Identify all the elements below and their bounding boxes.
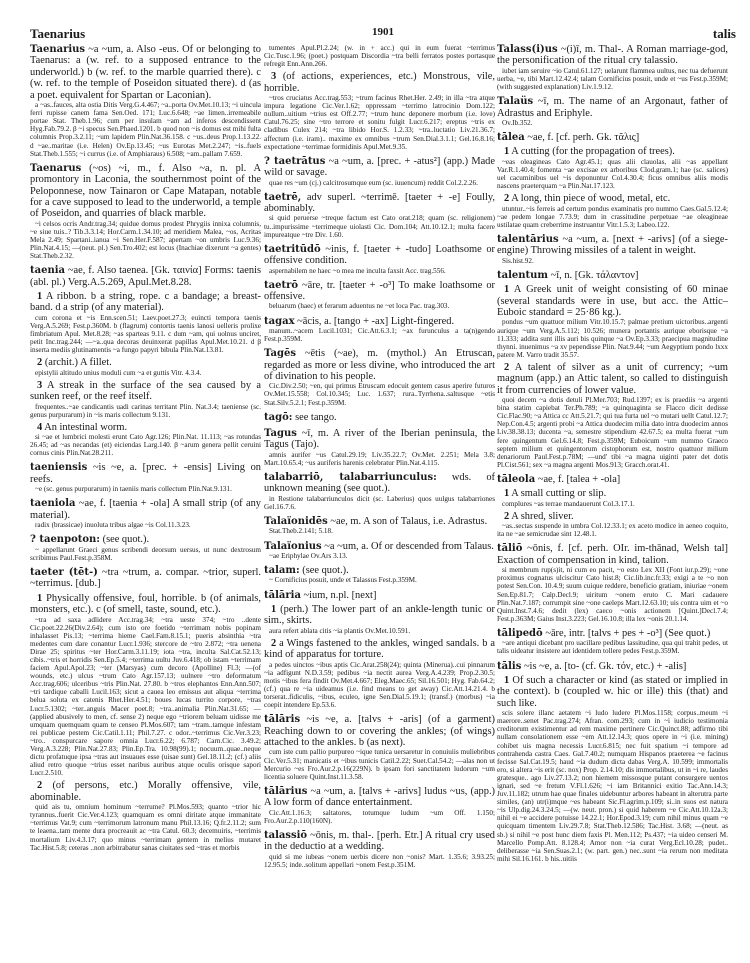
entry-definition-line [264, 156, 495, 179]
sense-citations: frequentes..~ae candicantis uadi carinas territant Plin. Nat.3.4; taeniense (sc. genus purpurarum) in ~is maris collectum 9.131. [30, 402, 261, 419]
entry-definition: ~ae, f. Also taenea. [Gk. ταινία] Forms: taenis (abl. pl.) Verg.A.5.269, Apul.Met.8.28. [30, 265, 261, 288]
sense-definition [497, 284, 728, 318]
sense-text: Of such a character or kind (as stated or implied in the context). b (coupled w. hic or ille) this (that) and such like. [497, 674, 728, 709]
entry-definition-line [497, 44, 728, 67]
entry-headword: talam: [264, 565, 300, 577]
sense-text: (of persons, etc.) Morally offensive, vile, abominable. [30, 780, 261, 803]
dictionary-entry [497, 132, 728, 229]
entry-definition-line [264, 280, 495, 303]
entry-definition: ~a ~um, a. Also -eus. Of or belonging to Taenarus: a (w. ref. to a supposed entrance to the underworld.) b (w. ref. to the marble quarried there). c (w. ref. to the temple of Poseidon situated there). d (as a poet. equivalent for Spartan or Laconian). [30, 44, 261, 101]
entry-definition-line [264, 412, 495, 423]
entry-definition-line [264, 565, 495, 576]
entry-headword: Tagēs [264, 348, 296, 360]
sense-text: A streak in the surface of the sea caused by a sunken reef, or the reef itself. [30, 379, 261, 403]
right-guideword: talis [712, 26, 736, 41]
sense-definition [30, 291, 261, 314]
entry-definition-line [264, 516, 495, 527]
dictionary-entry [497, 543, 728, 622]
entry-definition-line [497, 661, 728, 672]
entry-definition: ~ae, f. [cf. perh. Gk. τᾶλις] [527, 132, 640, 143]
entry-definition-line [497, 270, 728, 281]
entry-headword: talassiō [264, 829, 308, 841]
sense-citations: complures ~as terrae mandauerunt Col.3.17.1. [502, 499, 635, 508]
sense-text: Physically offensive, foul, horrible. b (of animals, monsters, etc.). c (of smell, taste, sound, etc.). [30, 592, 261, 616]
entry-definition: see tango. [295, 411, 337, 423]
entry-citations: tumentes Apul.Pl.2.24; (w. in + acc.) qui in eum fuerat ~terrimus Cic.Tusc.1.96; (poet.) postquam Discordia ~tra belli ferratos postes portasque refregit Enn.Ann.266. [264, 44, 495, 69]
entry-headword: taenia [30, 265, 66, 277]
sense-number: 1 [37, 291, 43, 302]
entry-headword: taetrē, [264, 191, 302, 203]
dictionary-entry [497, 628, 728, 656]
sense-citations: quoi decem ~a dotis detuli Pl.Mer.703; Rud.1397; ex is praediis ~a argenti bina statim capiebat Ter.Ph.789; ~a quinquaginta se Flacco dicit dedisse Cic.Flac.90; ~a Attica cc Att.5.21.7; qui tua furta uel ~o mutari uellt Catul.12.7; Nep.Con.4.5; argenti probi ~a Attica duodecim milia dato intra duodecim annos Liv.38.38.13; ducenta ~a, semestre stipendium 42.67.5; ea multa fuerat ~um fere quingentum Gel.6.14.8; Fest.p.359M; Euboicum ~um nummo Graeco septem milium et quingentorum cistophorum est, nostro quattuor milium denariorum Paul.Fest.p.78M; —und' tibi ~a magna uiginti pater det dotis Pl.Cist.561; sex ~a magna argenti Mos.913; Gracch.orat.41. [497, 396, 728, 469]
entry-definition: adv superl. ~terrimē. [taeter + -e] Foully, abominably. [264, 191, 495, 215]
entry-citations: Sis.hist.92. [502, 256, 534, 265]
entry-definition: ~a ~um, a. [next + -arivs] (of a siege-engine) Throwing missiles of a talent in weight. [497, 233, 728, 257]
sense-definition [497, 362, 728, 396]
entry-citations: aspernabilem ne haec ~o mea me inculta faxsit Acc. trag.556. [269, 266, 446, 275]
entry-definition: ~āre, intr. [talvs + pes + -o³] (See quot.) [545, 627, 711, 639]
sense-citations: aura refert ablata citis ~ia plantis Ov.Met.10.591. [269, 626, 411, 635]
entry-headword: Talaüs [497, 96, 534, 108]
entry-headword: tagax [264, 315, 295, 327]
entry-citations: Ov.Ib.352. [502, 118, 533, 127]
entry-definition-line [497, 628, 728, 639]
entry-definition-line [30, 567, 261, 590]
dictionary-entry [497, 661, 728, 863]
entry-definition-line [30, 462, 261, 485]
entry-definition: ~ācis, a. [tango + -ax] Light-fingered. [297, 315, 455, 327]
entry-definition: ~a ~um, a. [prec. + -atus²] (app.) Made wild or savage. [264, 155, 495, 179]
entry-definition: ~ae, m. A son of Talaus, i.e. Adrastus. [330, 516, 488, 528]
entry-headword: talabarriō, talabarriunculus: [264, 472, 437, 484]
column-2 [264, 44, 495, 954]
sense-definition [264, 71, 495, 94]
entry-headword: talentum [497, 269, 549, 281]
sense-text: a Wings fastened to the ankles, winged sandals. b a kind of apparatus for torture. [264, 637, 495, 661]
sense-definition [30, 380, 261, 403]
entry-definition-line [30, 534, 261, 545]
sense-text: (perh.) The lower part of an ankle-length tunic or sim., skirts. [264, 603, 495, 627]
entry-definition: ~ī, m. The name of an Argonaut, father of Adrastus and Eriphyle. [497, 96, 728, 119]
dictionary-entry [264, 280, 495, 311]
sense-citations: ~tra ad saxa adlidere Acc.trag.34; ~tra ueste 374; ~tro ..dente Cic.poet.22.26(Div.2.64); cum isto ore foetido ~terrimam nobis popinam inhalasset Pis.13; ~terrima hieme Cael.Fam.8.15.1; pueris absinthia ~tra medentes cum dare conantur Lucr.1.936; stercore de ~tro 2.872; ~tra uenena Dirae 25; spiritus ~ter Hor.Carm.3.11.19; iota ~tra, inculta Sal.Cat.52.13; cibis..~tris et horridis Sen.Ep.5.4; ~terrima uultu Juv.6.418; ob istam ~terrimam faciem Apul.Apol.23; ~ter (Marsyas) cum decoro (Apolline) Fl.3; —(of wounds, etc.) ulcus ~trum Cato Agr.157.13; uulnere ~tro deformatum Acc.trag.606; ulceribus ~tris Plin.Nat. 27.80. b ~tros elephantos Enn.Ann.507; ~tri tardique caballi Lucil.163; sicut a cauea leo emissus aut aliqua ~terrima belua soluta ex catenis Rhet.Her.4.51; boues lucas turrito corpore, ~tras Lucr.5.1302; ~ter..anguis Macer poet.8; ~tra..animalia Plin.Nat.31.65; —(applied abusively to men, cf. sense 2) neque ego ~triorem beluam uidisse me umquam quemquam quam te censeo Pl.Mos.607; tam ~tram..tamque infestam rei publicae pestem Cic.Catil.1.11; Phil.7.27. c odor..~terrimus Cic.Ver.3.23; ~tro.. conspurcare sapore omnia Lucr.6.22; 6.787; Carn.Cic. 3.49.2; Verg.A.3.228; Plin.Nat.27.83; Plin.Ep.Tra. 10.98(99).1; nocuum..quae..neque dictu profatuque ipsa ~tras aut insuaues esse (uisae sunt) Gel.18.11.2; (cf.) aliis aliud retro quoque ~trius esset naribus auribus atque oculis orisque sapori Lucr.2.510. [30, 615, 261, 778]
sense-number: 4 [37, 421, 43, 433]
sense-number: 1 [37, 592, 43, 604]
sense-text: A talent of silver as a unit of currency; ~um magnum (app.) an Attic talent, so called to distinguish it from currencies of lower value. [497, 361, 728, 396]
entry-headword: tālipedō [497, 627, 543, 639]
dictionary-entry [264, 830, 495, 869]
entry-citations: quae res ~um (cj.) calcitrosumque eum (sc. iuuencum) reddit Col.2.2.26. [269, 178, 478, 187]
sense-text: (of actions, experiences, etc.) Monstrous, vile, horrible. [264, 71, 495, 94]
dictionary-entry [264, 590, 495, 710]
sense-number: 1 [504, 146, 510, 158]
entry-definition-line [264, 192, 495, 215]
sense-definition [497, 193, 728, 204]
entry-citations: beluarum (haec) et ferarum aduentus ne ~et loca Pac. trag.303. [269, 302, 450, 311]
entry-citations: si quid peruerse ~treque factum est Cato orat.218; quam (sc. religionem) tu..impurissime ~terrimeque uiolasti Cic. Dom.104; Att.10.12.1; multa facere impureatque ~tre Div. 1.60. [264, 214, 495, 239]
sense-citations: ~eas oleagineas Cato Agr.45.1; quas alii clauolas, alii ~as appellant Var.R.1.40.4; fomenta ~ae excisae ex arboribus Clod.gram.1; hae (sc. salices) uel cacuminibus uel ~is deponuntur Col.4.30.4; ficus omnibus aliis modis nascens praeterquam ~a Plin.Nat.17.123. [497, 157, 728, 191]
entry-definition: ~a ~um, a. Of or descended from Talaus. [324, 540, 494, 552]
entry-definition: ~ētis (~ae), m. (mythol.) An Etruscan, regarded as more or less divine, who introduced the art of divination to his people. [264, 348, 495, 382]
dictionary-entry [30, 567, 261, 852]
entry-definition-line [264, 244, 495, 267]
entry-headword: ? taetrātus [264, 155, 326, 167]
dictionary-entry [264, 244, 495, 275]
entry-definition: ~ae, f. [talea + -ola] [537, 473, 621, 485]
entry-definition-line [30, 44, 261, 101]
sense-number: 2 [271, 637, 277, 649]
entry-headword: tāleola [497, 473, 536, 485]
dictionary-entry [497, 234, 728, 265]
dictionary-entry [497, 270, 728, 469]
entry-citations: iubet iam seruire ~io Catul.61.127; uelarunt flammea uultus, nec tua defuerunt uerba, ~e, tibi Mart.12.42.4; talam Cornificius posuit, unde et ~us Fest.p.359M; (with suggested explanation) Liv.1.9.12. [497, 66, 728, 91]
running-head [30, 26, 736, 42]
entry-headword: tagō: [264, 411, 293, 423]
dictionary-entry [264, 714, 495, 781]
dictionary-entry [30, 498, 261, 529]
entry-citations: cum iste cum pallio purpureo ~ique tunica uersaretur in conuiuiis muliebribus Cic.Ver.5.31; manicatis et ~ibus tunicis Catil.2.22; Suet.Cal.54.2; —alas non ut Mercurio ~es Fro.Aur.2.p.16(229N). b ipsam fori sanctitatem ludorum ~um licentia soluere Quint.Inst.11.3.58. [264, 748, 495, 781]
entry-citations: Cic.Div.2.50; ~en, qui primus Etruscam edocuit gentem casus aperire futuros Ov.Met.15.558; Col.10.345; Luc. 1.637; rura..Tyrrhena..saltusque ~etis Stat.Silv.5.2.1; Fest.p.359M. [264, 382, 495, 407]
entry-definition: (see quot.). [302, 565, 349, 577]
dictionary-entry [264, 786, 495, 825]
sense-text: An intestinal worm. [44, 421, 128, 433]
dictionary-entry [264, 428, 495, 467]
entry-definition: (~os) ~i, m., f. Also ~a, n. pl. A promontory in Laconia, the southernmost point of the Peloponnese, now Tainaron or Cape Matapan, notable for a cave supposed to lead to the underworld, a temple of Poseidon, and quarries of black marble. [30, 162, 261, 220]
sense-definition [497, 511, 728, 522]
sense-definition [497, 146, 728, 157]
sense-text: A Greek unit of weight consisting of 60 minae (several standards were in use, but acc. the Attic–Euboic standard = 25·86 kg.). [497, 284, 728, 318]
left-guideword: Taenarius [30, 26, 86, 41]
entry-definition-line [264, 541, 495, 552]
sense-number: 2 [504, 510, 510, 522]
entry-headword: taetritūdō [264, 243, 321, 255]
sense-text: (archit.) A fillet. [44, 357, 112, 369]
dictionary-entry [264, 565, 495, 585]
sense-definition [30, 780, 261, 803]
entry-headword: taeter (tēt-) [30, 566, 98, 578]
entry-headword: tālārius [264, 785, 308, 797]
sense-citations: pondus ~um quattuor milium Vitr.10.15.7; palmae pretium uictoribus..argenti aurique ~um Verg.A.5.112; 10.526; munera portantis aurique eborisque ~a 11.333; addita sunt illis auri bis quinque ~a Ov.Ep.3.33; praecipua magnitudine thynni. inuenimus ~a xv pependisse Plin. Nat.9.44; ~um Aegyptium pondo lxxx patere M. Varro tradit 35.57. [497, 318, 728, 359]
dictionary-entry [30, 265, 261, 457]
entry-definition: ~āre, tr. [taeter + -o³] To make loathsome or offensive. [264, 279, 495, 303]
sense-definition [30, 422, 261, 433]
entry-citations: a ~as..fauces, alta ostia Ditis Verg.G.4.467; ~a..porta Ov.Met.10.13; ~i uincula ferri rupisse canem fama Sen.Oed. 171; Luc.6.648; ~ae limen..irremeabile portae Stat. Theb.1.96; cum per insulam ~am ad inferos descendissent Hyg.Fab.79.2. β ~i specus Sen.Phaed.1201. b quod non ~is domus est mihi fulta columnis Prop.3.2.11; ~um lapidem Plin.Nat.36.158. c ~us..deus Prop.1.13.22. d ~ae..maritae (i.e. Helen) Ov.Ep.13.45; ~us Eurotas Met.2.247; ~is..fuels Stat.Theb.1.555; ~i currus (i.e. of Amphiaraus) 6.508; ~am..pallam 7.659. [30, 101, 261, 158]
entry-definition: ~is ~e, a. [talvs + -aris] (of a garment) Reaching down to or covering the ankles; (of wings) attached to the ankles. b (as next). [264, 714, 495, 749]
entry-definition-line [497, 543, 728, 566]
entry-headword: tālāris [264, 714, 301, 726]
entry-definition-line [264, 830, 495, 853]
entry-headword: Talass(i)us [497, 44, 558, 55]
entry-headword: taeniola [30, 498, 76, 510]
sense-text: A small cutting or slip. [511, 488, 607, 500]
entry-definition: ~ae, f. [taenia + -ola] A small strip (of any material). [30, 498, 261, 521]
entry-definition-line [497, 234, 728, 257]
sense-number: 1 [271, 603, 277, 615]
dictionary-entry [497, 474, 728, 539]
sense-citations: si ~ae et lumbrici molesti erunt Cato Agr.126; Plin.Nat. 11.113; ~as rotundas 26.45; ad ~as necandas (et) eiciendas Larg.140. β ~arum genera pellit ceruini cornus cinis Plin.Nat.28.211. [30, 433, 261, 458]
sense-number: 2 [37, 780, 43, 792]
entry-definition-line [264, 472, 495, 495]
entry-definition: ~ī, n. [Gk. τάλαντον] [550, 269, 639, 281]
entry-definition-line [264, 428, 495, 451]
dictionary-entry [30, 44, 261, 158]
entry-citations: si membrum rup(s)it, ni cum eo pacit, ~o esto Lex XII (Font iur.p.29); ~one proximus cognatus ulciscitur Cato hist.8; Cic.lib.inc.fr.33; exigi a te ~o non potest Sen.Con. 10.4.9; suum cuique reddere, beneficio gratiam, iniuriae ~onem Sen.Ep.81.7; Calp.Decl.9; uiritum ~onem eruto C. Mari cadauere Plin.Nat.7.187; corrumpit sine ~one caeleps Mart.12.63.10; uis contra uim et ~o Quint.Inst.7.4.6; dedit (lex) caeco ~onis actionem [Quint.]Decl.7.4; Fest.p.363M; Gaius Inst.3.223; Gel.16.10.8; illa lex ~onis 20.1.14. [497, 566, 728, 623]
entry-definition: ~ōnis, m. thal-. [perh. Etr.] A ritual cry used in the deductio at a wedding. [264, 829, 495, 853]
entry-citations: radix (brassicae) inuoluta tribus algae ~is Col.11.3.23. [35, 521, 191, 530]
entry-citations: in Restione talabarriunculos dicit (sc. Laberius) quos uulgus talabarriones Gel.16.7.6. [264, 494, 495, 511]
entry-headword: tālāria [264, 589, 301, 601]
entry-headword: tāliō [497, 543, 523, 555]
sense-citations: ~as..sectas suspende in umbra Col.12.33.1; ex aceto modice in aeneo coquito, ita ne ~ae semicrudae sint 12.48.1. [497, 522, 728, 539]
entry-definition: ~ōnis, f. [cf. perh. OIr. im-thānad, Welsh tal] Exaction of compensation in kind, talion. [497, 543, 728, 566]
column-1 [30, 44, 261, 954]
entry-citations: ~e (sc. genus purpurarum) in taeniis maris collectum Plin.Nat.9.131. [35, 485, 232, 494]
sense-definition [30, 357, 261, 368]
entry-definition-line [30, 498, 261, 521]
entry-citations: manum..~acem Lucil.1031; Cic.Att.6.3.1; ~ax furunculus a ta(n)gendo Fest.p.359M. [264, 326, 495, 344]
sense-definition [264, 604, 495, 627]
entry-citations: Stat.Theb.2.141; 5.18. [269, 527, 333, 536]
entry-definition-line [30, 163, 261, 220]
sense-text: A ribbon. b a string, rope. c a bandage; a breast-band. d a strip (of any material). [30, 291, 261, 314]
dictionary-entry [30, 462, 261, 493]
entry-headword: Talaïonius [264, 540, 322, 552]
sense-text: A cutting (for the propagation of trees). [511, 146, 675, 158]
page-number: 1901 [372, 26, 394, 38]
entry-headword: Taenarus [30, 162, 82, 174]
sense-citations: cum corona et ~is Enn.scen.51; Laev.poet.27.3; euincti tempora taenis Verg.A.5.269; Fest.p.360M. b (flagrum) contortis taenis lanosi uelleris prolixe fimbriatum Apul. Met.8.28; ~as sparteas 9.11. c dum ~am, qui uolnus unciret, petit Inc.trag.244; —~a..qua decoras deuinxerat papillas Apul.Met.10.21. d β inserta mediis glutinamentis ~a fungo papyri bibula Plin.Nat.13.81. [30, 313, 261, 355]
sense-number: 1 [504, 284, 510, 296]
dictionary-entry [30, 534, 261, 562]
entry-headword: taetrō [264, 279, 299, 291]
sense-citations: scis solere illanc aetatem ~i ludo ludere Pl.Mos.1158; corpus..meum ~i maerore..senet Pac.trag.274; Afran. com.293; cum in ~i iudicio testimonia creditorum existimentur ad rem maxime pertinere Cic.Quinct.88; adfirmo tibi nullam consolationem esse ~em Att.12.14.3; quos opere in ~i (i.e. mining) cohibet uis magna necessis Lucr.6.815; nec fuit spatium ~i tempore ad contrahenda castra Caes. Gal.7.40.2; numquam Hispanos praeterea ~e facinus fecisse Sal.Cat.19.5; haud ~ia dudum dicta dabas Verg.A. 10.599; immortalis ero, si altera ~is erit (sc. nox) Prop. 2.14.10; dis immortalibus, ut in ~i re, laudes gratesque.. ago Liv.27.13.2; non hiemem missosque putant consurgere uentos ignari, sed ~e fretum V.Fl.1.626; ~i iam Britannici exitio Tac.Ann.14.3; Juv.11.182; utrum hae quae finales uidebuntur arbores habeant in alterutra parte similes, (an) utr(i)mque ~es habeant Sic.Fl.agrim.p.109; si..in suos est natura ~is Ulp.dig.24.3.24.5; —(w. neut. pron.) si quid haberem ~e Cic.Att.10.12a.3; nihil ei ~e accidere potuisse 14.22.1; Hor.Epod.3.19; cum nihil minus quam ~e quicquam timentem Liv.29.7.8; Stat.Theb.12.586; Tac.Hist. 3.68; —(neut. as sb.) si nihil ~e post hunc diem faxis Pl. Men.112; Ps.437; ~ia uideo censeri M. Marcello Pomp.Att. 8.128.4; Amor non ~ia curat Verg.Ecl.10.28; pudet.. deliberasse ~ia Sen.Suas.2.1; (w. part. gen.) nec..sunt ~ia rerum non meditata mihi Sil.16.161. b his..uitiis [497, 709, 728, 863]
sense-number: 1 [504, 488, 510, 500]
entry-definition-line [30, 265, 261, 288]
dictionary-entry [264, 44, 495, 151]
entry-definition: ~a ~um, a. [talvs + -arivs] ludus ~us, (app.) A low form of dance entertainment. [264, 785, 495, 809]
entry-definition-line [497, 132, 728, 143]
entry-citations: ~ae Eriphylae Ov.Ars 3.13. [269, 551, 348, 560]
entry-citations: Cic.Att.1.16.3; saltatores, totumque ludum ~um Off. 1.150; Fro.Aur.2.p.110(160N). [264, 808, 495, 825]
entry-headword: tālis [497, 660, 522, 672]
entry-headword: talentārius [497, 233, 559, 245]
dictionary-entry [264, 472, 495, 511]
dictionary-entry [264, 516, 495, 536]
sense-number: 1 [504, 674, 510, 686]
sense-citations: utuntur..~is ferreis ad certum pondus examinatis pro nummo Caes.Gal.5.12.4; ~ae pedem longae 7.73.9; dum in crassitudine perpetuae ~ae oleagineae ustilatae quam creberrime instruantur Vitr.1.5.3; Labeo.122. [497, 204, 728, 229]
entry-citations: ~ Cornificius posuit, unde et Talassus Fest.p.359M. [269, 576, 417, 585]
entry-headword: Talaïonidēs [264, 516, 328, 528]
sense-definition [30, 593, 261, 616]
entry-headword: ? taenpoton: [30, 534, 100, 546]
entry-definition: wds. of unknown meaning (see quot.). [264, 472, 495, 495]
sense-citations: ~tros cruciatus Acc.trag.553; ~trum facinus Rhet.Her. 2.49; in illa ~tra atque impura legatione Cic.Ver.1.62; oppressam ~terrimo latrocinio Dom.122; nullum..uitium ~trius est Off.2.77; ~trum hunc deponere morbum (i.e. love) Catul.76.25; sine ~tro terrore et sonitu fulgit Lucr.6.217; ereptus ~tris ex cladibus Culex 214; ~tra libido Hor.S. 1.2.33; ~tra..luctatio Liv.21.36.7; affectum (i.e. iram).. maxime ex omnibus ~trum Sen.Dial.3.1.1; Gel.16.8.16; expectatione ~terrimae formidinis Apul.Met.9.35. [264, 94, 495, 151]
sense-text: A long, thin piece of wood, metal, etc. [511, 193, 671, 205]
sense-definition [497, 675, 728, 709]
entry-citations: ~ appellarunt Graeci genus scribendi deorsum uersus, ut nunc dextrosum scribimus Paul.Fest.p.358M. [30, 545, 261, 562]
dictionary-entry [264, 156, 495, 187]
sense-citations: a pedes uinctos ~ibus aptis Cic.Arat.258(24); quinta (Minerua)..cui pinnarum ~ia adfigunt N.D.3.59; pedibus ~ia nectit aurea Verg.A.4.239; Prop.2.30.5; motis ~ibus fera findit Ov.Met.4.667; Eleg.Maec.65; Sil.16.501; Hyg. Fab.64.2; (cf.) qua re ~ia uideamus (i.e. find means to get away) Cic.Att.14.21.4. b torserat..fidiculis, ~ibus, eculeo, igne Sen.Dial.5.19.1; (transf.) (morbus) ~ia coepit intendere Ep.53.6. [264, 660, 495, 710]
entry-citations: amnis aurifer ~us Catul.29.19; Liv.35.22.7; Ov.Met. 2.251; Mela 3.8; Mart.10.65.4; ~us auriferis harenis celebratur Plin.Nat.4.115. [264, 450, 495, 467]
sense-number: 3 [271, 71, 277, 83]
column-3 [497, 44, 728, 954]
dictionary-entry [264, 412, 495, 423]
entry-citations: ~i celsos ocris Andr.trag.34; quidue domus prodest Phrygiis innixa columnis, ~e siue tuis..? Tib.3.3.14; Hor.Carm.1.34.10; ad meridiem Malea, ~os, Acritas Mela 2.49; Spartani..ianua ~i Sen.Her.F.587; apertam ~on umbris Luc.9.36; Plin.Nat.4.15; —(neut. pl.) Sen.Tro.402; est locus (Inachiae dixerunt ~a gentes) Stat.Theb.2.32. [30, 219, 261, 261]
entry-definition-line [264, 714, 495, 748]
sense-number: 3 [37, 379, 43, 391]
entry-definition: ~is ~e, a. [to- (cf. Gk. τόν, etc.) + -alis] [523, 660, 687, 672]
entry-definition-line [264, 348, 495, 382]
dictionary-entry [497, 44, 728, 91]
entry-definition-line [497, 96, 728, 119]
entry-definition: ~(i)ī, m. Thal-. A Roman marriage-god, the personification of the ritual cry talassio. [497, 44, 728, 67]
sense-citations: quid ais tu, omnium hominum ~terrume? Pl.Mos.593; quanto ~trior hic tyrannus..fuerit Cic.Ver.4.123; quamquam es omni diritate atque immanitate ~terrimus Vat.9; cum ~terrimorum latronum manu Phil.13.16; Q.fr.2.11.2; sum te leaena..tam mente dura procreauit ac ~tra Catul. 60.3; decemuiris, ~terrimis mortalium Liv.4.3.17; quo minus ~terrimam gentem in melius mutaret Tac.Hist.5.8; ceteras ..non arbitrabatur sanas ciuitates sed ~tras et morbis [30, 803, 261, 852]
entry-definition: ~tra ~trum, a. compar. ~trior, superl. ~terrimus. [dub.] [30, 566, 261, 590]
sense-number: 2 [504, 193, 510, 205]
sense-text: A shred, sliver. [511, 510, 574, 522]
sense-citations: epistylii altitudo unius moduli cum ~a et guttis Vitr. 4.3.4. [35, 368, 202, 377]
dictionary-entry [264, 316, 495, 344]
entry-headword: Tagus [264, 428, 297, 440]
entry-definition: (see quot.). [102, 534, 150, 546]
entry-headword: tālea [497, 132, 525, 143]
sense-number: 2 [37, 357, 43, 369]
entry-definition-line [264, 786, 495, 809]
dictionary-entry [264, 192, 495, 239]
entry-definition: ~inis, f. [taeter + -tudo] Loathsome or offensive condition. [264, 243, 495, 267]
dictionary-entry [264, 348, 495, 407]
sense-number: 2 [504, 361, 510, 373]
dictionary-entry [30, 163, 261, 261]
sense-definition [497, 488, 728, 499]
entry-headword: taeniensis [30, 462, 88, 474]
entry-definition-line [264, 316, 495, 327]
sense-definition [264, 638, 495, 661]
dictionary-entry [497, 96, 728, 127]
entry-definition: ~ium, n.pl. [next] [303, 589, 377, 601]
entry-definition-line [264, 590, 495, 601]
entry-definition: ~is ~e, a. [prec. + -ensis] Living on reefs. [30, 462, 261, 485]
entry-headword: Taenarius [30, 44, 86, 55]
entry-definition-line [497, 474, 728, 485]
dictionary-entry [264, 541, 495, 561]
entry-citations: ~are antiqui dicebant pro uacillare pedibus lassitudine, qua qui trahit pedes, ut talis uideatur insistere aut identidem tollere pedes Fest.p.359M. [497, 639, 728, 656]
entry-definition: ~ī, m. A river of the Iberian peninsula, the Tagus (Tajo). [264, 428, 495, 451]
entry-citations: quid si me iubeas ~onem uerbis dicere non ~onis? Mart. 1.35.6; 3.93.25; 12.95.5; inde..solitum appellari ~onem Fest.p.351M. [264, 852, 495, 869]
